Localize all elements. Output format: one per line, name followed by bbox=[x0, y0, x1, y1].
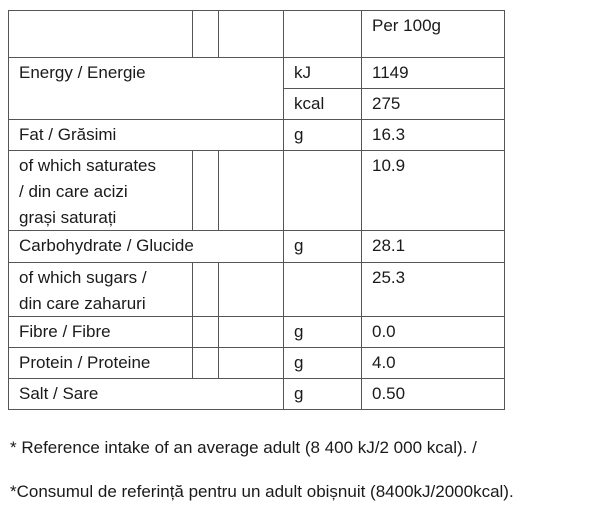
nutrient-value: 275 bbox=[372, 94, 401, 113]
nutrient-name: Fibre / Fibre bbox=[19, 322, 111, 341]
per-100g-header: Per 100g bbox=[372, 16, 441, 35]
reference-intake-footnote-en: * Reference intake of an average adult (8 400 kJ/2 000 kcal). / bbox=[10, 438, 477, 457]
column-border bbox=[504, 10, 505, 410]
row-border bbox=[8, 347, 504, 348]
nutrient-unit: g bbox=[294, 125, 304, 144]
nutrient-unit: kJ bbox=[294, 63, 311, 82]
row-border bbox=[8, 119, 504, 120]
column-border bbox=[218, 150, 219, 231]
nutrient-unit: g bbox=[294, 353, 304, 372]
row-border bbox=[283, 88, 504, 89]
row-border bbox=[8, 57, 504, 58]
nutrient-unit: g bbox=[294, 236, 304, 255]
nutrient-value: 10.9 bbox=[372, 156, 406, 175]
column-border bbox=[218, 10, 219, 58]
nutrient-value: 1149 bbox=[372, 63, 409, 82]
nutrient-name: Fat / Grăsimi bbox=[19, 125, 117, 144]
nutrient-name: Energy / Energie bbox=[19, 63, 146, 82]
row-border bbox=[8, 378, 504, 379]
column-border bbox=[192, 10, 193, 58]
nutrient-name-line: of which saturates bbox=[19, 156, 157, 175]
nutrient-unit: g bbox=[294, 384, 304, 403]
row-border bbox=[8, 409, 504, 410]
nutrient-value: 0.50 bbox=[372, 384, 406, 403]
row-border bbox=[8, 150, 504, 151]
nutrient-name: Carbohydrate / Glucide bbox=[19, 236, 194, 255]
nutrient-unit: kcal bbox=[294, 94, 325, 113]
nutrient-value: 4.0 bbox=[372, 353, 396, 372]
nutrient-value: 0.0 bbox=[372, 322, 396, 341]
nutrient-name-line: of which sugars / bbox=[19, 268, 147, 287]
column-border bbox=[192, 262, 193, 379]
row-border bbox=[8, 10, 504, 11]
nutrient-value: 25.3 bbox=[372, 268, 406, 287]
nutrient-name-line: grași saturați bbox=[19, 208, 117, 227]
column-border bbox=[8, 10, 9, 410]
row-border bbox=[8, 262, 504, 263]
column-border bbox=[283, 10, 284, 410]
nutrient-value: 16.3 bbox=[372, 125, 406, 144]
column-border bbox=[218, 262, 219, 379]
reference-intake-footnote-ro: *Consumul de referință pentru un adult obișnuit (8400kJ/2000kcal). bbox=[10, 482, 514, 501]
nutrient-name-line: / din care acizi bbox=[19, 182, 128, 201]
nutrient-name: Salt / Sare bbox=[19, 384, 99, 403]
column-border bbox=[361, 10, 362, 410]
column-border bbox=[192, 150, 193, 231]
nutrient-name: Protein / Proteine bbox=[19, 353, 151, 372]
nutrient-name-line: din care zaharuri bbox=[19, 294, 146, 313]
nutrient-unit: g bbox=[294, 322, 304, 341]
nutrient-value: 28.1 bbox=[372, 236, 406, 255]
